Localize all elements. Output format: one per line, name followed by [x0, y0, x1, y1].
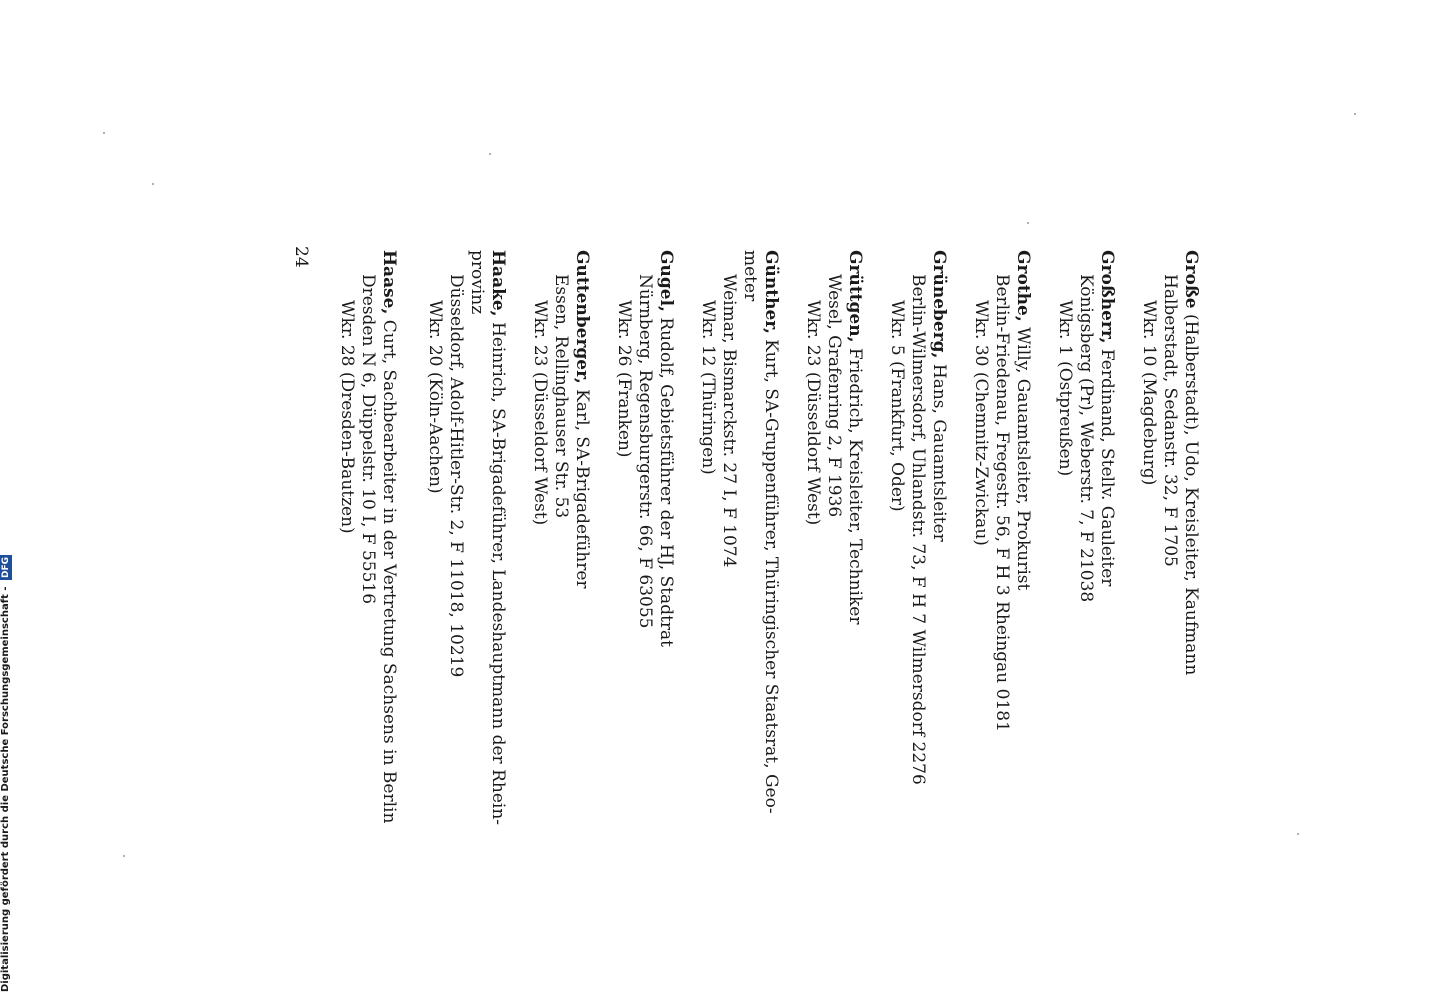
entry-name: Grüttgen, — [845, 250, 865, 343]
entry-guenther — [697, 250, 781, 814]
entry-gugel — [613, 250, 676, 647]
entry-district: Wkr. 30 (Chemnitz-Zwickau) — [971, 300, 991, 546]
scan-speck — [152, 183, 154, 185]
entry-name: Grüneberg, — [929, 250, 949, 359]
entry-line: (Halberstadt), Udo, Kreisleiter, Kaufmann — [1181, 308, 1201, 676]
entry-district: Wkr. 12 (Thüringen) — [698, 300, 718, 475]
scan-speck — [1027, 222, 1029, 224]
entry-name: Grothe, — [1013, 250, 1033, 322]
entry-line-wrap: meter — [740, 250, 760, 302]
entry-line: Hans, Gauamtsleiter — [929, 358, 949, 542]
entry-district: Wkr. 10 (Magdeburg) — [1139, 300, 1159, 486]
entry-name: Große — [1181, 250, 1201, 309]
scan-speck — [123, 855, 125, 857]
entry-address: Dresden N 6, Düppelstr. 10 I, F 55516 — [358, 274, 378, 605]
footer-text: Digitalisierung gefördert durch die Deutsche Forschungsgemeinschaft - — [0, 586, 11, 992]
entry-gruettgen — [802, 250, 865, 624]
scan-speck — [103, 132, 105, 134]
entry-name: Großherr, — [1097, 250, 1117, 344]
entry-haake — [424, 250, 508, 825]
scan-speck — [1354, 113, 1356, 115]
entry-address: Halberstadt, Sedanstr. 32, F 1705 — [1160, 274, 1180, 567]
entry-address: Düsseldorf, Adolf-Hitler-Str. 2, F 11018, 10219 — [446, 274, 466, 678]
entry-line: Ferdinand, Stellv. Gauleiter — [1097, 343, 1117, 587]
entry-line: Willy, Gauamtsleiter, Prokurist — [1013, 321, 1033, 591]
entry-district: Wkr. 23 (Düsseldorf West) — [530, 300, 550, 526]
entry-line: Friedrich, Kreisleiter, Techniker — [845, 342, 865, 625]
entry-name: Günther, — [761, 250, 781, 334]
entry-address: Essen, Rellinghauser Str. 53 — [551, 274, 571, 519]
entry-address: Königsberg (Pr), Weberstr. 7, F 21038 — [1076, 274, 1096, 603]
digitization-footer — [0, 555, 12, 992]
scan-speck — [489, 153, 491, 155]
entry-grueneberg — [886, 250, 949, 785]
entry-grothe — [970, 250, 1033, 732]
scan-speck — [1297, 833, 1299, 835]
entry-district: Wkr. 28 (Dresden-Bautzen) — [337, 300, 357, 534]
entry-district: Wkr. 26 (Franken) — [614, 300, 634, 458]
entry-district: Wkr. 1 (Ostpreußen) — [1055, 300, 1075, 477]
entry-address: Wesel, Grafenring 2, F 1936 — [824, 274, 844, 518]
entry-address: Berlin-Friedenau, Fregestr. 56, F H 3 Rheingau 0181 — [992, 274, 1012, 732]
entry-district: Wkr. 20 (Köln-Aachen) — [425, 300, 445, 494]
entry-name: Guttenberger, — [572, 250, 592, 384]
entry-name: Gugel, — [656, 250, 676, 312]
entry-line: Kurt, SA-Gruppenführer, Thüringischer Staatsrat, Geo- — [761, 333, 781, 814]
entry-address: Berlin-Wilmersdorf, Uhlandstr. 73, F H 7 Wilmersdorf 2276 — [908, 274, 928, 785]
entry-grossherr — [1054, 250, 1117, 602]
entry-haase — [336, 250, 399, 823]
entry-address: Weimar, Bismarckstr. 27 I, F 1074 — [719, 274, 739, 568]
dfg-logo: DFG — [1, 556, 11, 578]
entry-name: Haake, — [488, 250, 508, 317]
entry-district: Wkr. 5 (Frankfurt, Oder) — [887, 300, 907, 512]
page-number: 24 — [291, 246, 311, 268]
entry-name: Haase, — [379, 250, 399, 315]
entry-line: Curt, Sachbearbeiter in der Vertretung Sachsens in Berlin — [379, 314, 399, 824]
entry-line: Heinrich, SA-Brigadeführer, Landeshauptmann der Rhein- — [488, 316, 508, 826]
entry-grosse — [1138, 250, 1201, 675]
entry-guttenberger — [529, 250, 592, 589]
entry-line: Rudolf, Gebietsführer der HJ, Stadtrat — [656, 311, 676, 647]
entry-district: Wkr. 23 (Düsseldorf West) — [803, 300, 823, 526]
entry-line-wrap: provinz — [467, 250, 487, 315]
entry-line: Karl, SA-Brigadeführer — [572, 383, 592, 589]
entry-address: Nürnberg, Regensburgerstr. 66, F 63055 — [635, 274, 655, 629]
